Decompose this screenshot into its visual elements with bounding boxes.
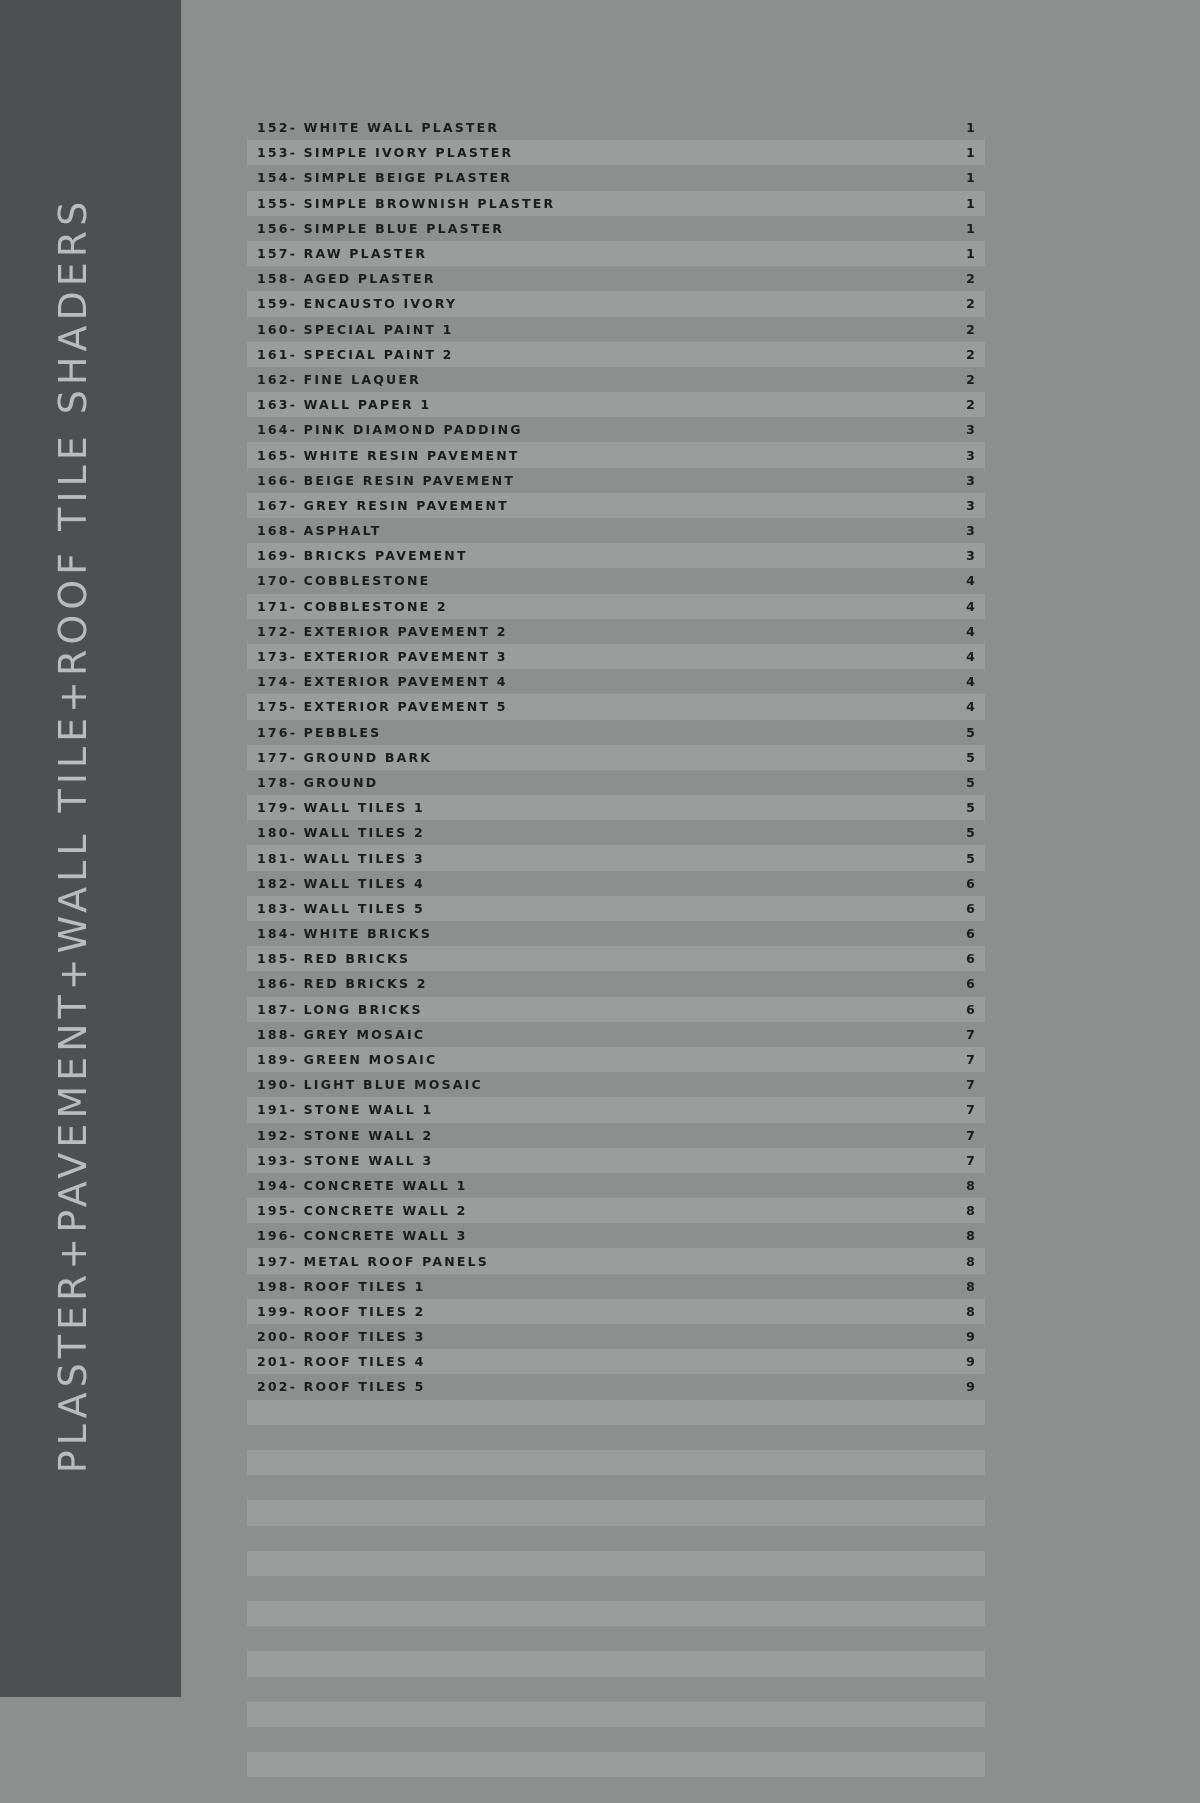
list-item-page-number: 3 — [966, 472, 977, 488]
list-item-page-number: 2 — [966, 346, 977, 362]
list-item — [247, 342, 985, 367]
list-item — [247, 140, 985, 165]
list-item-label: 172- EXTERIOR PAVEMENT 2 — [257, 623, 508, 639]
list-item-label: 173- EXTERIOR PAVEMENT 3 — [257, 649, 508, 665]
list-item — [247, 543, 985, 568]
list-item — [247, 1299, 985, 1324]
list-item — [247, 115, 985, 140]
list-item — [247, 266, 985, 291]
list-item — [247, 669, 985, 694]
list-item-page-number: 9 — [966, 1379, 977, 1395]
list-item-page-number: 5 — [966, 724, 977, 740]
list-item-label: 162- FINE LAQUER — [257, 371, 421, 387]
list-item-page-number: 4 — [966, 598, 977, 614]
list-item — [247, 1072, 985, 1097]
list-item — [247, 896, 985, 921]
list-item-label: 202- ROOF TILES 5 — [257, 1379, 426, 1395]
list-item-page-number: 6 — [966, 976, 977, 992]
list-item-label: 175- EXTERIOR PAVEMENT 5 — [257, 699, 508, 715]
list-item-page-number: 9 — [966, 1329, 977, 1345]
list-item — [247, 518, 985, 543]
list-item-page-number: 8 — [966, 1303, 977, 1319]
list-item — [247, 165, 985, 190]
list-item-page-number: 3 — [966, 548, 977, 564]
list-item-page-number: 8 — [966, 1177, 977, 1193]
list-item — [247, 946, 985, 971]
list-item — [247, 997, 985, 1022]
list-item — [247, 1274, 985, 1299]
list-item-label: 176- PEBBLES — [257, 724, 382, 740]
list-item-page-number: 1 — [966, 120, 977, 136]
list-item-label: 197- METAL ROOF PANELS — [257, 1253, 489, 1269]
list-item — [247, 241, 985, 266]
list-item-page-number: 1 — [966, 145, 977, 161]
list-item — [247, 1500, 985, 1525]
list-item — [247, 493, 985, 518]
list-item-page-number: 7 — [966, 1102, 977, 1118]
list-item-page-number: 2 — [966, 397, 977, 413]
list-item-label: 171- COBBLESTONE 2 — [257, 598, 448, 614]
list-item — [247, 1727, 985, 1752]
list-item-page-number: 8 — [966, 1228, 977, 1244]
list-item-label: 167- GREY RESIN PAVEMENT — [257, 497, 509, 513]
list-item-label: 188- GREY MOSAIC — [257, 1026, 426, 1042]
list-item — [247, 291, 985, 316]
list-item — [247, 568, 985, 593]
list-item — [247, 770, 985, 795]
list-item-label: 194- CONCRETE WALL 1 — [257, 1177, 468, 1193]
list-item — [247, 1097, 985, 1122]
list-item — [247, 1047, 985, 1072]
list-item — [247, 1450, 985, 1475]
list-item-label: 187- LONG BRICKS — [257, 1001, 423, 1017]
list-item-label: 191- STONE WALL 1 — [257, 1102, 434, 1118]
list-item-page-number: 6 — [966, 875, 977, 891]
list-item-page-number: 1 — [966, 195, 977, 211]
list-item-label: 200- ROOF TILES 3 — [257, 1329, 426, 1345]
list-item-page-number: 4 — [966, 674, 977, 690]
list-item-label: 183- WALL TILES 5 — [257, 900, 425, 916]
list-item — [247, 1626, 985, 1651]
list-item-label: 163- WALL PAPER 1 — [257, 397, 432, 413]
list-item-page-number: 1 — [966, 220, 977, 236]
list-item-label: 152- WHITE WALL PLASTER — [257, 120, 500, 136]
list-item-page-number: 7 — [966, 1052, 977, 1068]
list-item-page-number: 1 — [966, 246, 977, 262]
list-item — [247, 1651, 985, 1676]
list-item — [247, 795, 985, 820]
list-item — [247, 745, 985, 770]
list-item — [247, 367, 985, 392]
list-item — [247, 971, 985, 996]
list-item-label: 181- WALL TILES 3 — [257, 850, 425, 866]
list-item-label: 168- ASPHALT — [257, 523, 382, 539]
list-item-label: 153- SIMPLE IVORY PLASTER — [257, 145, 514, 161]
list-item — [247, 1526, 985, 1551]
list-item — [247, 1148, 985, 1173]
list-item-page-number: 4 — [966, 573, 977, 589]
list-item-label: 182- WALL TILES 4 — [257, 875, 425, 891]
list-item — [247, 392, 985, 417]
list-item-page-number: 4 — [966, 623, 977, 639]
list-item-page-number: 5 — [966, 749, 977, 765]
list-item-page-number: 2 — [966, 371, 977, 387]
list-item-label: 154- SIMPLE BEIGE PLASTER — [257, 170, 513, 186]
list-item-page-number: 5 — [966, 825, 977, 841]
list-item-page-number: 6 — [966, 926, 977, 942]
list-item — [247, 1475, 985, 1500]
list-item-label: 199- ROOF TILES 2 — [257, 1303, 426, 1319]
list-item-label: 186- RED BRICKS 2 — [257, 976, 428, 992]
list-item-page-number: 9 — [966, 1354, 977, 1370]
list-item — [247, 1777, 985, 1802]
list-item-label: 185- RED BRICKS — [257, 951, 411, 967]
list-item-label: 177- GROUND BARK — [257, 749, 433, 765]
list-item — [247, 1601, 985, 1626]
list-item — [247, 594, 985, 619]
list-item-page-number: 1 — [966, 170, 977, 186]
list-item — [247, 921, 985, 946]
list-item-page-number: 2 — [966, 321, 977, 337]
list-item — [247, 1248, 985, 1273]
list-item-page-number: 3 — [966, 447, 977, 463]
list-item — [247, 1349, 985, 1374]
list-item-label: 196- CONCRETE WALL 3 — [257, 1228, 468, 1244]
list-item-page-number: 4 — [966, 699, 977, 715]
list-item-page-number: 7 — [966, 1026, 977, 1042]
list-item — [247, 1425, 985, 1450]
list-item-label: 158- AGED PLASTER — [257, 271, 436, 287]
list-item-label: 189- GREEN MOSAIC — [257, 1052, 438, 1068]
list-item-label: 198- ROOF TILES 1 — [257, 1278, 426, 1294]
list-item — [247, 1022, 985, 1047]
list-item-label: 169- BRICKS PAVEMENT — [257, 548, 468, 564]
list-item-label: 156- SIMPLE BLUE PLASTER — [257, 220, 505, 236]
list-item-page-number: 3 — [966, 422, 977, 438]
list-item-label: 155- SIMPLE BROWNISH PLASTER — [257, 195, 556, 211]
list-item — [247, 317, 985, 342]
list-item-page-number: 4 — [966, 649, 977, 665]
list-item — [247, 619, 985, 644]
list-item — [247, 191, 985, 216]
list-item — [247, 845, 985, 870]
list-item — [247, 871, 985, 896]
list-item-page-number: 6 — [966, 900, 977, 916]
list-item-page-number: 6 — [966, 1001, 977, 1017]
list-item-page-number: 8 — [966, 1253, 977, 1269]
list-item — [247, 1173, 985, 1198]
list-item-page-number: 7 — [966, 1152, 977, 1168]
list-item — [247, 1324, 985, 1349]
list-item — [247, 442, 985, 467]
list-item-label: 180- WALL TILES 2 — [257, 825, 425, 841]
list-item-label: 160- SPECIAL PAINT 1 — [257, 321, 454, 337]
list-item-page-number: 6 — [966, 951, 977, 967]
list-item-label: 179- WALL TILES 1 — [257, 800, 425, 816]
list-item-page-number: 8 — [966, 1203, 977, 1219]
list-item-label: 178- GROUND — [257, 774, 379, 790]
list-item-label: 166- BEIGE RESIN PAVEMENT — [257, 472, 516, 488]
list-item-page-number: 8 — [966, 1278, 977, 1294]
list-item-label: 157- RAW PLASTER — [257, 246, 428, 262]
list-item-label: 201- ROOF TILES 4 — [257, 1354, 426, 1370]
list-item-page-number: 5 — [966, 850, 977, 866]
list-item — [247, 1374, 985, 1399]
list-item — [247, 644, 985, 669]
sidebar — [0, 0, 181, 1697]
list-item-label: 192- STONE WALL 2 — [257, 1127, 434, 1143]
list-item-page-number: 7 — [966, 1077, 977, 1093]
list-item-page-number: 7 — [966, 1127, 977, 1143]
list-item-label: 193- STONE WALL 3 — [257, 1152, 434, 1168]
list-item-label: 195- CONCRETE WALL 2 — [257, 1203, 468, 1219]
list-item-page-number: 2 — [966, 296, 977, 312]
list-item-label: 174- EXTERIOR PAVEMENT 4 — [257, 674, 508, 690]
sidebar-title: PLASTER+PAVEMENT+WALL TILE+ROOF TILE SHADERS — [51, 196, 95, 1474]
list-item-page-number: 3 — [966, 523, 977, 539]
list-item — [247, 468, 985, 493]
list-item — [247, 1223, 985, 1248]
list-item — [247, 1123, 985, 1148]
list-item — [247, 720, 985, 745]
list-item-label: 190- LIGHT BLUE MOSAIC — [257, 1077, 483, 1093]
list-item-label: 184- WHITE BRICKS — [257, 926, 433, 942]
list-item — [247, 1677, 985, 1702]
list-item-page-number: 2 — [966, 271, 977, 287]
list-item-label: 165- WHITE RESIN PAVEMENT — [257, 447, 520, 463]
list-item-label: 161- SPECIAL PAINT 2 — [257, 346, 454, 362]
list-item — [247, 417, 985, 442]
list-item — [247, 1702, 985, 1727]
list-item — [247, 216, 985, 241]
list-item — [247, 1576, 985, 1601]
index-list — [247, 115, 985, 1803]
list-item — [247, 820, 985, 845]
list-item — [247, 1752, 985, 1777]
list-item-page-number: 5 — [966, 800, 977, 816]
list-item-label: 170- COBBLESTONE — [257, 573, 431, 589]
list-item-page-number: 3 — [966, 497, 977, 513]
list-item-page-number: 5 — [966, 774, 977, 790]
list-item — [247, 1551, 985, 1576]
list-item — [247, 1198, 985, 1223]
list-item-label: 164- PINK DIAMOND PADDING — [257, 422, 523, 438]
list-item — [247, 694, 985, 719]
list-item — [247, 1400, 985, 1425]
list-item-label: 159- ENCAUSTO IVORY — [257, 296, 458, 312]
